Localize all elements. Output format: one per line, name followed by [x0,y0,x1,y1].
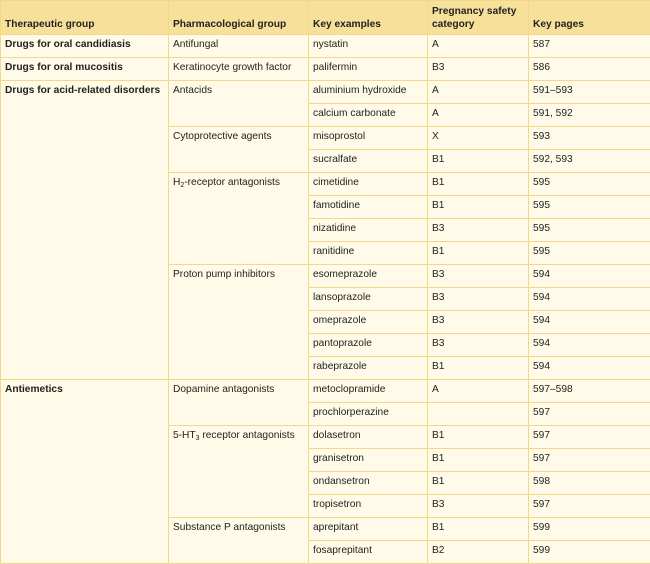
drug-name-cell: aprepitant [309,518,428,541]
drug-name-cell: lansoprazole [309,288,428,311]
key-pages-cell: 598 [529,472,650,495]
drug-name-cell: omeprazole [309,311,428,334]
pregnancy-category-cell: B1 [428,173,529,196]
drug-name-cell: prochlorperazine [309,403,428,426]
h2-prefix: H [173,177,180,188]
drug-name-cell: aluminium hydroxide [309,81,428,104]
drug-name-cell: nystatin [309,35,428,58]
key-pages-cell: 595 [529,242,650,265]
header-pregnancy-category: Pregnancy safety category [428,1,529,35]
header-pharmacological-group: Pharmacological group [169,1,309,35]
therapeutic-group-cell: Drugs for oral mucositis [1,58,169,81]
pregnancy-category-cell: B3 [428,311,529,334]
ht3-prefix: 5-HT [173,430,196,441]
pregnancy-category-cell: B1 [428,196,529,219]
key-pages-cell: 594 [529,265,650,288]
pregnancy-category-cell: X [428,127,529,150]
key-pages-cell: 597 [529,449,650,472]
pregnancy-category-cell: A [428,35,529,58]
drug-name-cell: sucralfate [309,150,428,173]
drug-name-cell: tropisetron [309,495,428,518]
pregnancy-category-cell: B3 [428,288,529,311]
drug-name-cell: granisetron [309,449,428,472]
pharmacological-group-cell [169,173,309,265]
key-pages-cell: 597 [529,426,650,449]
ht3-subscript: 3 [196,435,200,442]
therapeutic-group-cell: Antiemetics [1,380,169,564]
table-row [1,81,650,104]
pregnancy-category-cell: B1 [428,357,529,380]
drug-name-cell: fosaprepitant [309,541,428,564]
drug-name-cell: ranitidine [309,242,428,265]
pharmacological-group-cell: Keratinocyte growth factor [169,58,309,81]
drug-name-cell: rabeprazole [309,357,428,380]
key-pages-cell: 599 [529,541,650,564]
pregnancy-category-cell: A [428,104,529,127]
key-pages-cell: 587 [529,35,650,58]
key-pages-cell: 591–593 [529,81,650,104]
key-pages-cell: 594 [529,357,650,380]
table-row [1,35,650,58]
key-pages-cell: 594 [529,288,650,311]
pregnancy-category-cell: A [428,380,529,403]
key-pages-cell: 595 [529,196,650,219]
pregnancy-category-cell: B3 [428,58,529,81]
drug-name-cell: ondansetron [309,472,428,495]
table-row [1,380,650,403]
key-pages-cell: 595 [529,219,650,242]
key-pages-cell: 591, 592 [529,104,650,127]
therapeutic-group-cell: Drugs for oral candidiasis [1,35,169,58]
pregnancy-category-cell: B1 [428,449,529,472]
pharmacological-group-cell: Antacids [169,81,309,127]
pregnancy-category-cell: B1 [428,426,529,449]
drug-name-cell: palifermin [309,58,428,81]
pharmacological-group-cell [169,426,309,518]
header-key-examples: Key examples [309,1,428,35]
pharmacological-group-cell: Substance P antagonists [169,518,309,564]
header-row [1,1,650,35]
key-pages-cell: 586 [529,58,650,81]
pregnancy-category-cell: B3 [428,265,529,288]
ht3-suffix: receptor antagonists [200,430,295,441]
pharmacological-group-cell: Proton pump inhibitors [169,265,309,380]
h2-suffix: -receptor antagonists [184,177,280,188]
drug-name-cell: misoprostol [309,127,428,150]
key-pages-cell: 595 [529,173,650,196]
drug-name-cell: pantoprazole [309,334,428,357]
h2-subscript: 2 [180,182,184,189]
key-pages-cell: 592, 593 [529,150,650,173]
therapeutic-group-cell: Drugs for acid-related disorders [1,81,169,380]
pregnancy-category-cell: B3 [428,334,529,357]
pregnancy-category-cell: B1 [428,472,529,495]
pharmacological-group-cell: Antifungal [169,35,309,58]
header-key-pages: Key pages [529,1,650,35]
key-pages-cell: 597–598 [529,380,650,403]
drug-name-cell: nizatidine [309,219,428,242]
drug-name-cell: cimetidine [309,173,428,196]
pregnancy-category-cell: B1 [428,150,529,173]
header-therapeutic-group: Therapeutic group [1,1,169,35]
pharmacological-group-cell: Cytoprotective agents [169,127,309,173]
drug-name-cell: dolasetron [309,426,428,449]
pregnancy-category-cell: B1 [428,242,529,265]
pregnancy-category-cell: A [428,81,529,104]
drug-name-cell: esomeprazole [309,265,428,288]
pregnancy-category-cell: B3 [428,219,529,242]
pregnancy-category-cell: B1 [428,518,529,541]
key-pages-cell: 594 [529,311,650,334]
drug-name-cell: metoclopramide [309,380,428,403]
pharmacological-group-cell: Dopamine antagonists [169,380,309,426]
pregnancy-category-cell: B3 [428,495,529,518]
key-pages-cell: 599 [529,518,650,541]
table-row [1,58,650,81]
pregnancy-category-cell: B2 [428,541,529,564]
key-pages-cell: 593 [529,127,650,150]
key-pages-cell: 597 [529,403,650,426]
drug-name-cell: famotidine [309,196,428,219]
key-pages-cell: 597 [529,495,650,518]
key-pages-cell: 594 [529,334,650,357]
pregnancy-category-cell [428,403,529,426]
drug-name-cell: calcium carbonate [309,104,428,127]
